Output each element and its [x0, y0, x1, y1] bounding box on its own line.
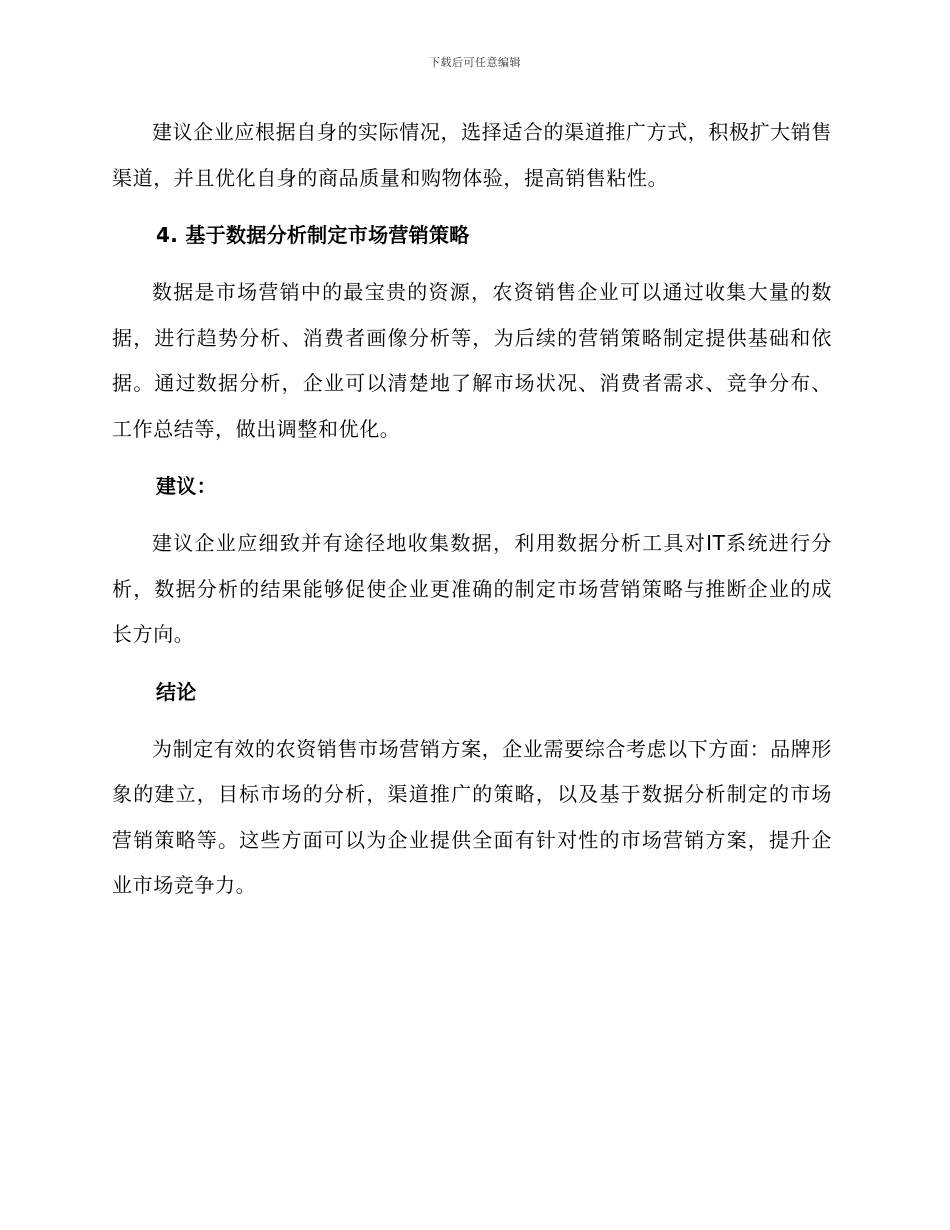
section-heading-advice: 建议： [156, 474, 217, 498]
paragraph-data-analysis: 数据是市场营销中的最宝贵的资源，农资销售企业可以通过收集大量的数据，进行趋势分析、消费者画像分析等，为后续的营销策略制定提供基础和依据。通过数据分析，企业可以清楚地了解市场状况、消费者需求、竞争分布、工作总结等，做出调整和优化。 [112, 280, 832, 441]
section-heading-conclusion: 结论 [156, 679, 197, 704]
paragraph-conclusion: 为制定有效的农资销售市场营销方案，企业需要综合考虑以下方面：品牌形象的建立，目标市场的分析，渠道推广的策略，以及基于数据分析制定的市场营销策略等。这些方面可以为企业提供全面有针对性的市场营销方案，提升企业市场竞争力。 [112, 736, 832, 897]
document-body [112, 110, 832, 921]
paragraph-channel-advice: 建议企业应根据自身的实际情况，选择适合的渠道推广方式，积极扩大销售渠道，并且优化自身的商品质量和购物体验，提高销售粘性。 [112, 120, 832, 190]
paragraph-data-advice: 建议企业应细致并有途径地收集数据，利用数据分析工具对IT系统进行分析，数据分析的结果能够促使企业更准确的制定市场营销策略与推断企业的成长方向。 [112, 531, 832, 646]
section-heading-data-analysis: 4. 基于数据分析制定市场营销策略 [156, 223, 470, 247]
header-note: 下载后可任意编辑 [429, 56, 521, 69]
